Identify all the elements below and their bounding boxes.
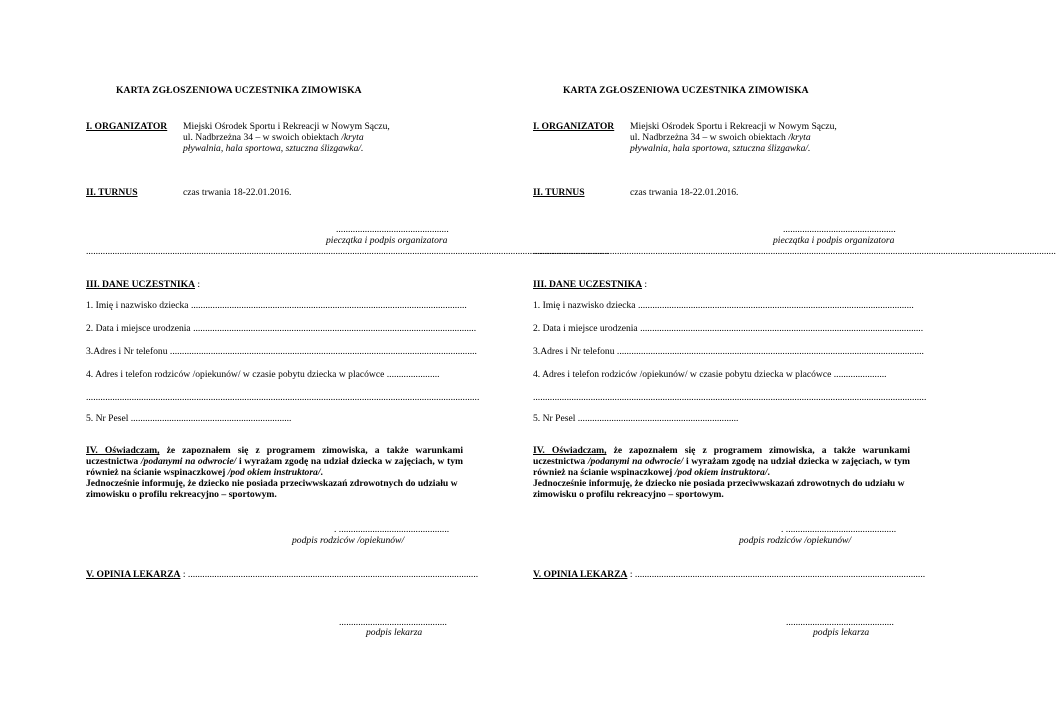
doctor-signature-line[interactable]: ............................................. [339, 617, 447, 628]
address-phone-field[interactable]: 3.Adres i Nr telefonu ................................................................................................................................ [533, 346, 924, 357]
doctor-signature-caption: podpis lekarza [813, 627, 870, 638]
parent-signature-caption: podpis rodziców /opiekunów/ [292, 535, 405, 546]
address-phone-field[interactable]: 3.Adres i Nr telefonu ................................................................................................................................ [86, 346, 477, 357]
organizer-line-2: ul. Nadbrzeżna 34 – w swoich obiektach /kryta [630, 132, 811, 143]
organizer-label: I. ORGANIZATOR [533, 121, 615, 132]
separator-line: .......................................................................................................................................................................................................................... [533, 246, 1056, 257]
organizer-line-3: pływalnia, hala sportowa, sztuczna ślizgawka/. [630, 143, 811, 154]
pesel-field[interactable]: 5. Nr Pesel ................................................................... [86, 413, 292, 424]
parent-signature-line[interactable]: . .............................................. [334, 524, 450, 535]
parents-contact-field[interactable]: 4. Adres i telefon rodziców /opiekunów/ w czasie pobytu dziecka w placówce ...................... [86, 369, 440, 380]
declaration: IV. Oświadczam, że zapoznałem się z programem zimowiska, a także warunkami uczestnictwa /podanymi na odwrocie/ i wyrażam zgodę na udział dziecka w zajęciach, w tym również na ścianie wspinaczkowej /pod okiem instruktora/. Jednocześnie informuję, że dziecko nie posiada przeciwwskazań zdrowotnych do udziału w zimowisku o profilu rekreacyjno – sportowym. [533, 445, 910, 500]
organizer-stamp-caption: pieczątka i podpis organizatora [773, 235, 895, 246]
organizer-details [630, 121, 870, 154]
organizer-line-1: Miejski Ośrodek Sportu i Rekreacji w Nowym Sączu, [630, 121, 837, 132]
birth-date-place-field[interactable]: 2. Data i miejsce urodzenia ...................................................................................................................... [86, 323, 477, 334]
participant-data-heading: III. DANE UCZESTNIKA : [533, 279, 648, 290]
pesel-field[interactable]: 5. Nr Pesel ................................................................... [533, 413, 739, 424]
turnus-label: II. TURNUS [533, 187, 585, 198]
child-name-field[interactable]: 1. Imię i nazwisko dziecka ................................................................................................................... [86, 300, 467, 311]
parents-contact-field[interactable]: 4. Adres i telefon rodziców /opiekunów/ w czasie pobytu dziecka w placówce ...................... [533, 369, 887, 380]
organizer-line-2: ul. Nadbrzeżna 34 – w swoich obiektach /kryta [183, 132, 364, 143]
turnus-dates: czas trwania 18-22.01.2016. [630, 187, 739, 198]
registration-form-left [86, 0, 609, 724]
parent-signature-line[interactable]: . .............................................. [781, 524, 897, 535]
form-title: KARTA ZGŁOSZENIOWA UCZESTNIKA ZIMOWISKA [116, 85, 362, 96]
participant-data-heading: III. DANE UCZESTNIKA : [86, 279, 201, 290]
parents-contact-continuation[interactable]: .................................................................................................................................................................... [533, 392, 927, 403]
form-title: KARTA ZGŁOSZENIOWA UCZESTNIKA ZIMOWISKA [563, 85, 809, 96]
organizer-signature-line[interactable]: ............................................... [783, 224, 896, 235]
organizer-stamp-caption: pieczątka i podpis organizatora [326, 235, 448, 246]
turnus-dates: czas trwania 18-22.01.2016. [183, 187, 292, 198]
parents-contact-continuation[interactable]: .................................................................................................................................................................... [86, 392, 480, 403]
doctor-opinion-field[interactable]: V. OPINIA LEKARZA : ......................................................................................................................... [533, 569, 926, 580]
birth-date-place-field[interactable]: 2. Data i miejsce urodzenia ...................................................................................................................... [533, 323, 924, 334]
organizer-line-3: pływalnia, hala sportowa, sztuczna ślizgawka/. [183, 143, 364, 154]
separator-line: .......................................................................................................................................................................................................................... [86, 246, 609, 257]
child-name-field[interactable]: 1. Imię i nazwisko dziecka ................................................................................................................... [533, 300, 914, 311]
parent-signature-caption: podpis rodziców /opiekunów/ [739, 535, 852, 546]
doctor-signature-caption: podpis lekarza [366, 627, 423, 638]
turnus-label: II. TURNUS [86, 187, 138, 198]
declaration: IV. Oświadczam, że zapoznałem się z programem zimowiska, a także warunkami uczestnictwa /podanymi na odwrocie/ i wyrażam zgodę na udział dziecka w zajęciach, w tym również na ścianie wspinaczkowej /pod okiem instruktora/. Jednocześnie informuję, że dziecko nie posiada przeciwwskazań zdrowotnych do udziału w zimowisku o profilu rekreacyjno – sportowym. [86, 445, 463, 500]
doctor-opinion-field[interactable]: V. OPINIA LEKARZA : ......................................................................................................................... [86, 569, 479, 580]
doctor-signature-line[interactable]: ............................................. [786, 617, 894, 628]
organizer-details [183, 121, 423, 154]
organizer-line-1: Miejski Ośrodek Sportu i Rekreacji w Nowym Sączu, [183, 121, 390, 132]
registration-form-right [533, 0, 1056, 724]
organizer-signature-line[interactable]: ............................................... [336, 224, 449, 235]
organizer-label: I. ORGANIZATOR [86, 121, 168, 132]
